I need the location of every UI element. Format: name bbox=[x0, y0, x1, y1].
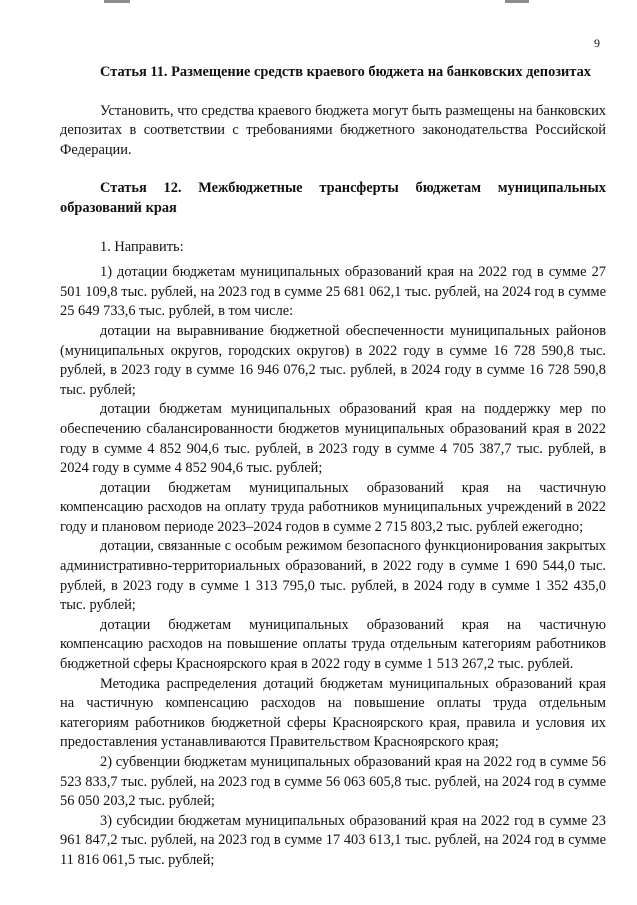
scan-edge-mark bbox=[104, 0, 130, 3]
paragraph: Методика распределения дотаций бюджетам муниципальных образований края на частичную компенсацию расходов на повышение оплаты труда отдельным категориям работников бюджетной сферы Красноярского края, правила и условия их предоставления устанавливаются Правительством Красноярского края; bbox=[60, 675, 606, 751]
page-number: 9 bbox=[594, 36, 600, 50]
paragraph: дотации бюджетам муниципальных образований края на поддержку мер по обеспечению сбалансированности бюджетов муниципальных образований края в 2022 году в сумме 4 852 904,6 тыс. рублей, в 2023 году в сумме 4 705 387,7 тыс. рублей, в 2024 году в сумме 4 852 904,6 тыс. рублей; bbox=[60, 401, 606, 477]
paragraph: 2) субвенции бюджетам муниципальных образований края на 2022 год в сумме 56 523 833,7 тыс. рублей, на 2023 год в сумме 56 063 605,8 тыс. рублей, на 2024 год в сумме 56 050 203,2 тыс. рублей; bbox=[60, 754, 606, 810]
document-body bbox=[60, 63, 606, 871]
paragraph: дотации на выравнивание бюджетной обеспеченности муниципальных районов (муниципальных округов, городских округов) в 2022 году в сумме 16 728 590,8 тыс. рублей, в 2023 году в сумме 16 946 076,2 тыс. рублей, в 2024 году в сумме 16 728 590,8 тыс. рублей; bbox=[60, 322, 606, 398]
article-11-text: Установить, что средства краевого бюджета могут быть размещены на банковских депозитах в соответствии с требованиями бюджетного законодательства Российской Федерации. bbox=[60, 102, 606, 158]
paragraph: дотации бюджетам муниципальных образований края на частичную компенсацию расходов на повышение оплаты труда отдельным категориям работников бюджетной сферы Красноярского края в 2022 году в сумме 1 513 267,2 тыс. рублей. bbox=[60, 616, 606, 673]
paragraph: дотации бюджетам муниципальных образований края на частичную компенсацию расходов на оплату труда работников муниципальных учреждений в 2022 году и плановом периоде 2023–2024 годов в сумме 2 715 803,2 тыс. рублей ежегодно; bbox=[60, 479, 606, 535]
paragraph: 3) субсидии бюджетам муниципальных образований края на 2022 год в сумме 23 961 847,2 тыс. рублей, на 2023 год в сумме 17 403 613,1 тыс. рублей, на 2024 год в сумме 11 816 061,5 тыс. рублей; bbox=[60, 812, 606, 868]
clause-1-intro: 1. Направить: bbox=[100, 238, 184, 255]
paragraph: 1) дотации бюджетам муниципальных образований края на 2022 год в сумме 27 501 109,8 тыс. рублей, на 2023 год в сумме 25 681 062,1 тыс. рублей, на 2024 год в сумме 25 649 733,6 тыс. рублей, в том числе: bbox=[60, 264, 606, 320]
article-12-heading: Статья 12. Межбюджетные трансферты бюджетам муниципальных образований края bbox=[60, 180, 606, 216]
scan-edge-mark bbox=[505, 0, 529, 3]
paragraph: дотации, связанные с особым режимом безопасного функционирования закрытых административно-территориальных образований, в 2022 году в сумме 1 690 544,0 тыс. рублей, в 2023 году в сумме 1 313 795,0 тыс. рублей, в 2024 году в сумме 1 352 435,0 тыс. рублей; bbox=[60, 538, 606, 614]
article-11-heading: Статья 11. Размещение средств краевого бюджета на банковских депозитах bbox=[100, 64, 591, 80]
